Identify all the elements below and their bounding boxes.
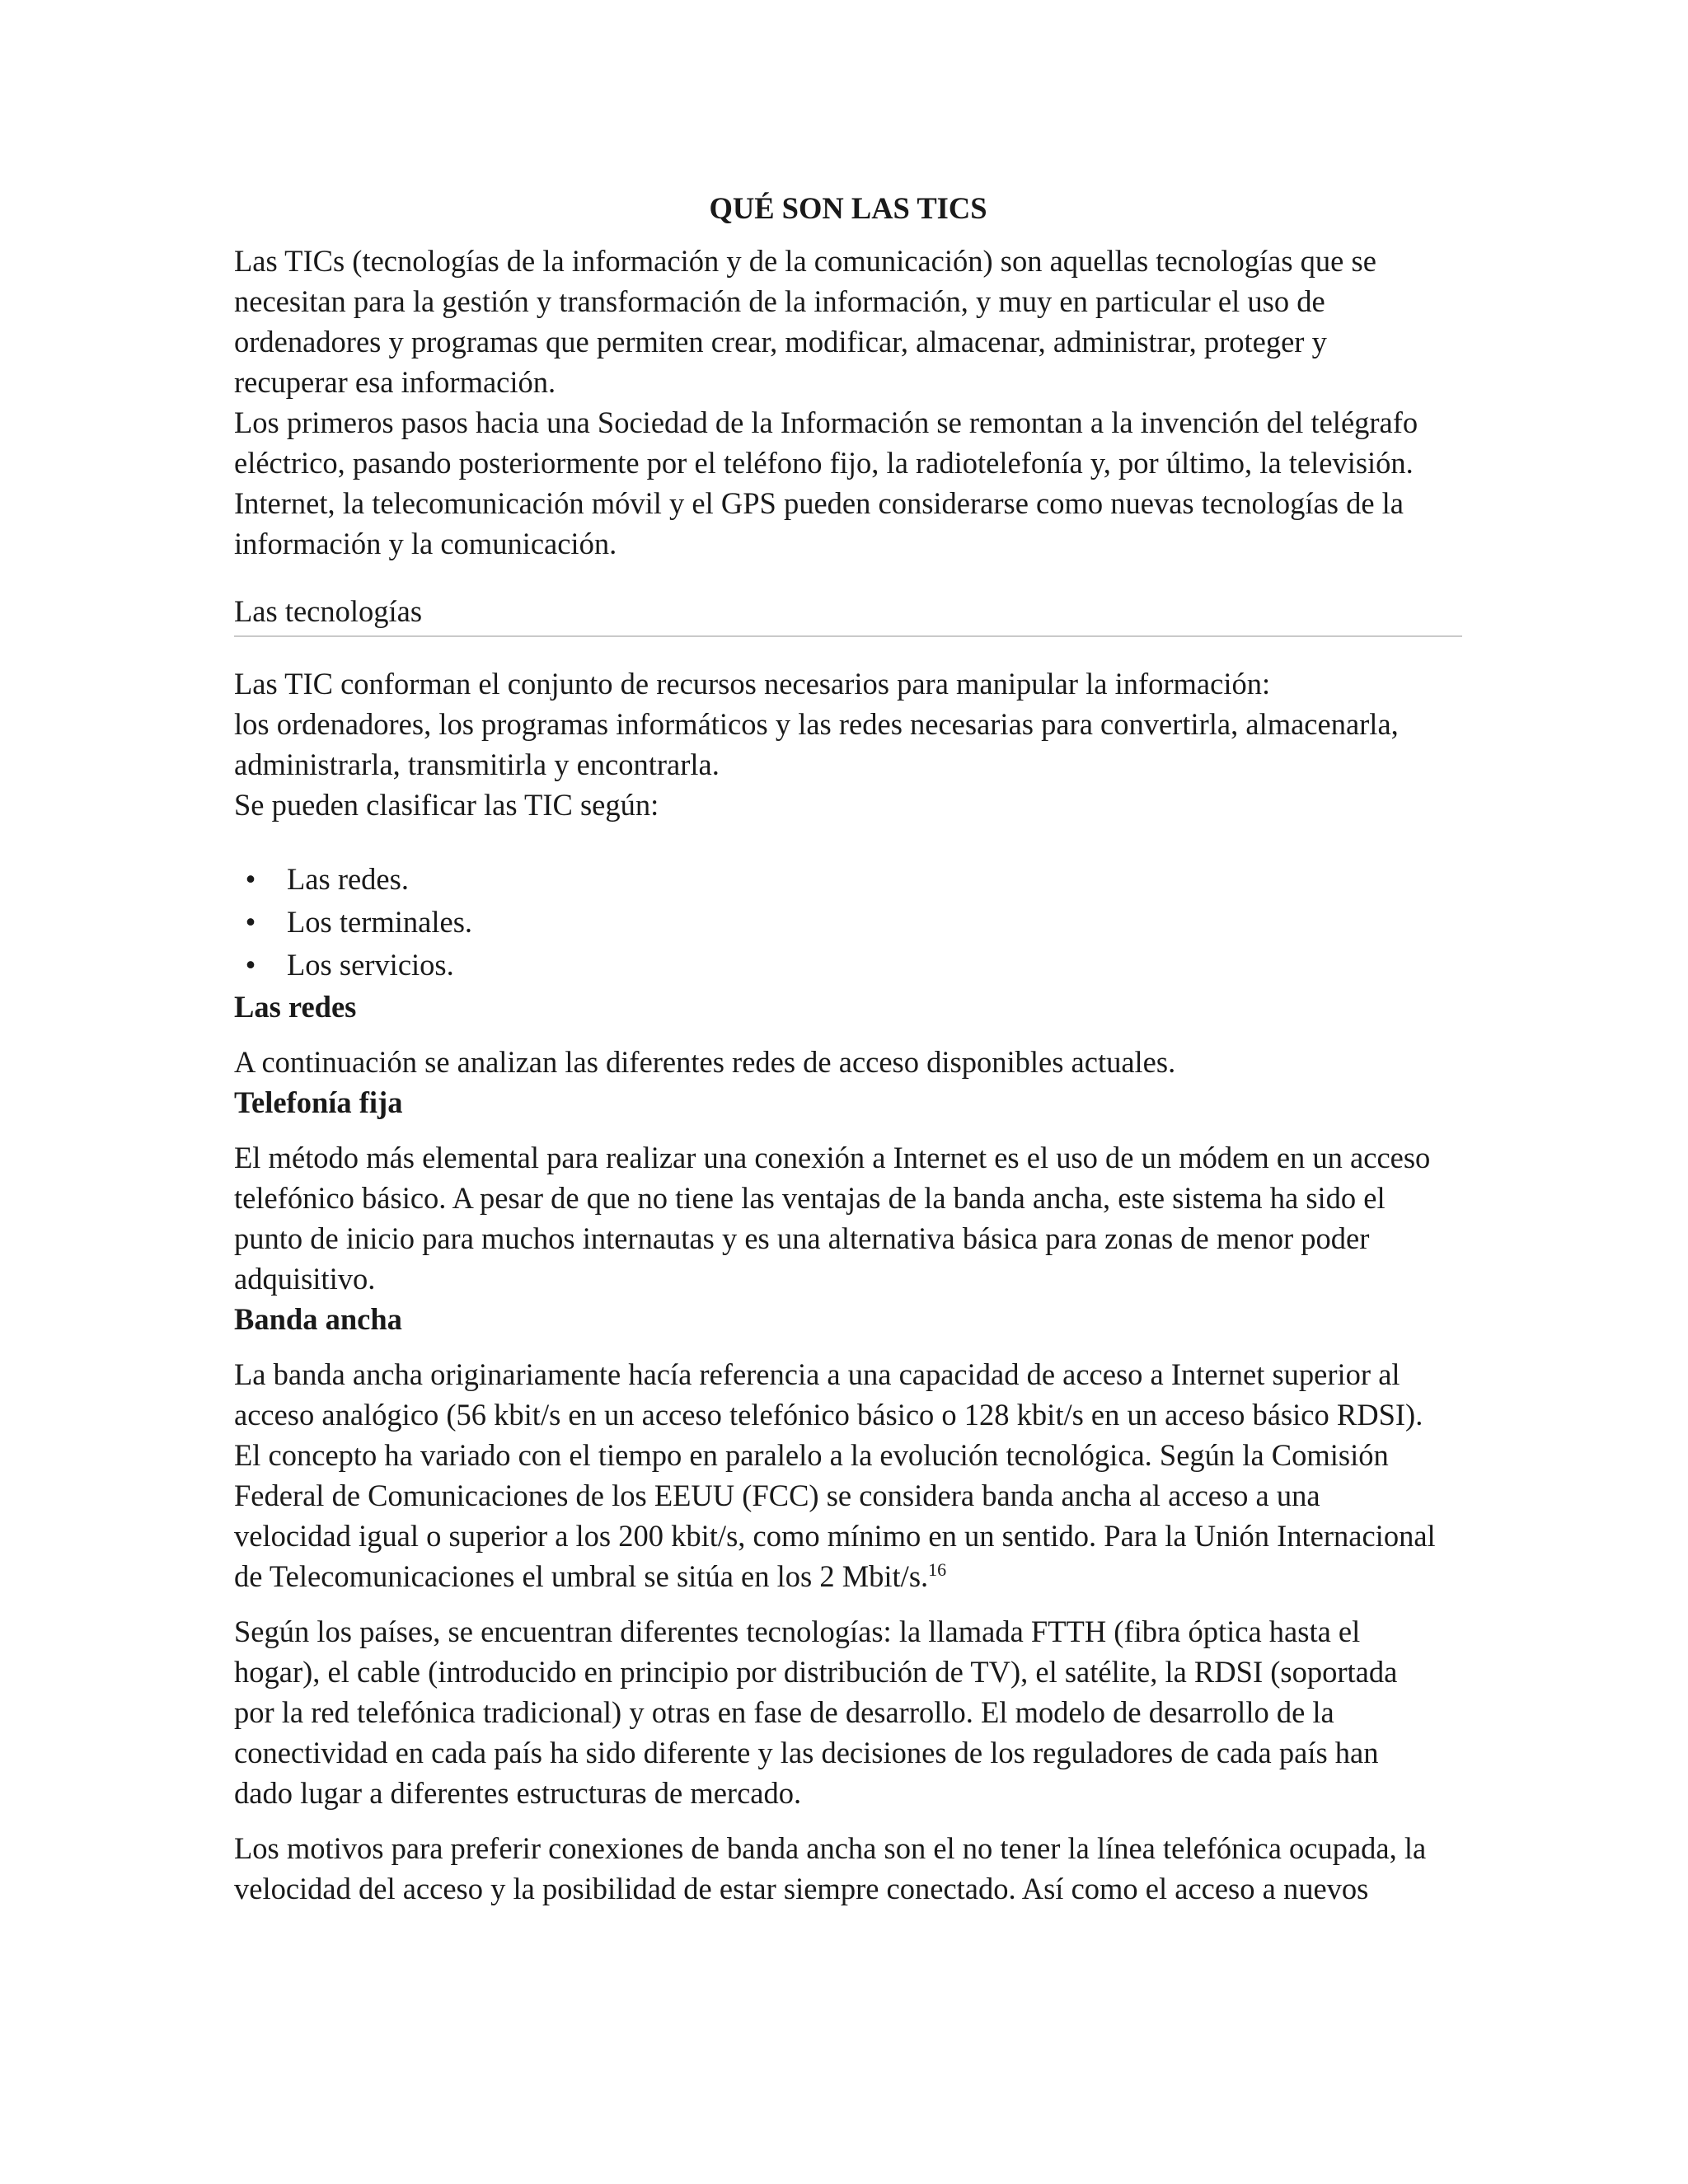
text-line: por la red telefónica tradicional) y otras en fase de desarrollo. El modelo de desarrollo de la: [234, 1695, 1334, 1729]
text-line: telefónico básico. A pesar de que no tiene las ventajas de la banda ancha, este sistema ha sido el: [234, 1181, 1386, 1215]
text-line-content: de Telecomunicaciones el umbral se sitúa en los 2 Mbit/s.: [234, 1559, 929, 1593]
footnote-reference[interactable]: 16: [928, 1558, 947, 1580]
heading-las-redes: Las redes: [234, 990, 357, 1024]
banda-paragraph-1: [234, 1354, 1462, 1596]
text-line: Las TIC conforman el conjunto de recursos necesarios para manipular la información:: [234, 667, 1271, 701]
text-line: Según los países, se encuentran diferentes tecnologías: la llamada FTTH (fibra óptica hasta el: [234, 1615, 1361, 1648]
tic-classification-list: [234, 858, 1462, 987]
section-heading-tecnologias: Las tecnologías: [234, 591, 1462, 637]
text-line: acceso analógico (56 kbit/s en un acceso telefónico básico o 128 kbit/s en un acceso básico RDSI).: [234, 1398, 1423, 1432]
text-line: velocidad del acceso y la posibilidad de estar siempre conectado. Así como el acceso a nuevos: [234, 1872, 1369, 1905]
text-line: Las TICs (tecnologías de la información y de la comunicación) son aquellas tecnologías que se: [234, 244, 1376, 278]
list-item: [234, 901, 1462, 944]
banda-paragraph-2: [234, 1611, 1462, 1813]
document-page: [234, 188, 1462, 1909]
list-item-label: Los servicios.: [287, 948, 454, 982]
text-line: recuperar esa información.: [234, 365, 556, 399]
heading-banda-ancha: Banda ancha: [234, 1302, 402, 1336]
list-item: [234, 858, 1462, 901]
text-line: los ordenadores, los programas informáticos y las redes necesarias para convertirla, almacenarla,: [234, 707, 1399, 741]
text-line: adquisitivo.: [234, 1262, 376, 1296]
tecnologias-paragraph: [234, 663, 1462, 825]
text-line: hogar), el cable (introducido en principio por distribución de TV), el satélite, la RDSI (soportada: [234, 1655, 1398, 1689]
text-line: eléctrico, pasando posteriormente por el teléfono fijo, la radiotelefonía y, por último, la televisión.: [234, 446, 1414, 480]
text-line: Los primeros pasos hacia una Sociedad de la Información se remontan a la invención del telégrafo: [234, 405, 1418, 439]
text-line: [234, 1556, 1462, 1596]
text-line: punto de inicio para muchos internautas y es una alternativa básica para zonas de menor poder: [234, 1221, 1370, 1255]
text-line: ordenadores y programas que permiten crear, modificar, almacenar, administrar, proteger y: [234, 325, 1327, 359]
list-item-label: Los terminales.: [287, 905, 473, 939]
text-line: administrarla, transmitirla y encontrarla.: [234, 748, 720, 781]
text-line: El método más elemental para realizar una conexión a Internet es el uso de un módem en un acceso: [234, 1141, 1431, 1174]
text-line: conectividad en cada país ha sido diferente y las decisiones de los reguladores de cada país han: [234, 1736, 1379, 1769]
bullet-icon: •: [245, 948, 256, 982]
text-line: El concepto ha variado con el tiempo en paralelo a la evolución tecnológica. Según la Comisión: [234, 1438, 1389, 1472]
document-title: QUÉ SON LAS TICS: [709, 191, 987, 225]
banda-paragraph-3: [234, 1828, 1462, 1909]
heading-telefonia-fija: Telefonía fija: [234, 1085, 403, 1119]
text-line: La banda ancha originariamente hacía referencia a una capacidad de acceso a Internet superior al: [234, 1357, 1400, 1391]
text-line: Internet, la telecomunicación móvil y el GPS pueden considerarse como nuevas tecnologías de la: [234, 486, 1404, 520]
text-line: información y la comunicación.: [234, 527, 617, 560]
text-line: velocidad igual o superior a los 200 kbit/s, como mínimo en un sentido. Para la Unión Internacional: [234, 1519, 1436, 1553]
text-line: Se pueden clasificar las TIC según:: [234, 788, 659, 822]
redes-paragraph: A continuación se analizan las diferentes redes de acceso disponibles actuales.: [234, 1045, 1176, 1079]
telefonia-paragraph: [234, 1137, 1462, 1299]
intro-paragraph: [234, 241, 1462, 564]
text-line: necesitan para la gestión y transformación de la información, y muy en particular el uso de: [234, 284, 1325, 318]
text-line: dado lugar a diferentes estructuras de mercado.: [234, 1776, 802, 1810]
text-line: Los motivos para preferir conexiones de banda ancha son el no tener la línea telefónica ocupada, la: [234, 1831, 1427, 1865]
list-item: [234, 944, 1462, 987]
text-line: Federal de Comunicaciones de los EEUU (FCC) se considera banda ancha al acceso a una: [234, 1479, 1320, 1512]
bullet-icon: •: [245, 862, 256, 896]
bullet-icon: •: [245, 905, 256, 939]
list-item-label: Las redes.: [287, 862, 409, 896]
